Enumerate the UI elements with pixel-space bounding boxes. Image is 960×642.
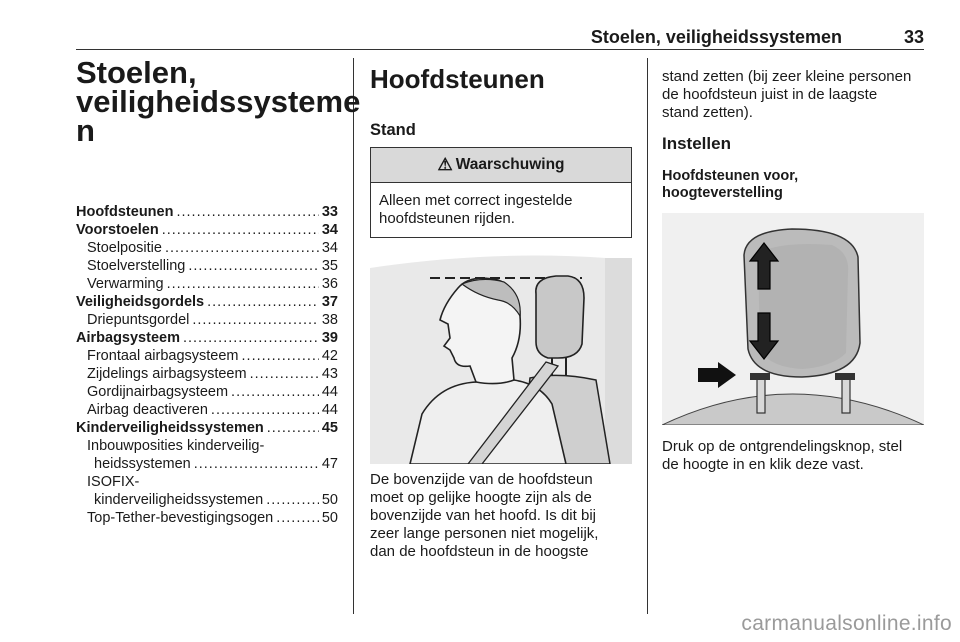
toc-entry[interactable] [76,383,338,401]
page-number: 33 [903,27,924,47]
toc-label: Top-Tether-bevestigingsogen [87,510,274,526]
toc-entry[interactable] [76,491,338,509]
toc-page: 38 [321,312,338,328]
section-title: Hoofdsteunen [370,64,545,94]
column-divider-1 [353,58,354,614]
toc-label: Airbagsysteem [76,330,180,346]
chapter-title-line: n [76,113,95,148]
toc-label: Gordijnairbagsysteem [87,384,229,400]
headrest-position-illustration [370,254,632,464]
subhead-line: Hoofdsteunen voor, [662,168,799,184]
paragraph-line: dan de hoofdsteun in de hoogste [370,543,589,560]
chapter-title-line: Stoelen, [76,55,197,90]
toc-entry[interactable] [76,239,338,257]
toc-entry[interactable] [76,509,338,527]
toc-entry[interactable] [76,329,338,347]
toc-page: 44 [321,384,338,400]
paragraph-line: zeer lange personen niet mogelijk, [370,525,599,542]
toc-label: Stoelpositie [87,240,162,256]
caption-line: de hoogte in en klik deze vast. [662,456,864,473]
paragraph-line: De bovenzijde van de hoofdsteun [370,471,593,488]
toc-page: 50 [321,510,338,526]
toc-page: 43 [321,366,338,382]
toc-page: 47 [321,456,338,472]
toc-label: Veiligheidsgordels [76,294,205,310]
toc-entry[interactable] [76,275,338,293]
toc-entry[interactable] [76,257,338,275]
toc-label: Verwarming [87,276,164,292]
paragraph-line: stand zetten). [662,104,753,121]
paragraph-continued [662,68,927,122]
toc-page: 33 [321,204,338,220]
toc-entry[interactable] [76,401,338,419]
toc-entry[interactable] [76,311,338,329]
paragraph-line: de hoofdsteun juist in de laagste [662,86,878,103]
toc-label: Airbag deactiveren [87,402,208,418]
toc-entry[interactable] [76,203,338,221]
toc-entry[interactable] [76,347,338,365]
toc-page: 34 [321,240,338,256]
warning-box [370,147,632,238]
section-column [370,58,632,560]
toc-entry[interactable] [76,365,338,383]
toc-page: 42 [321,348,338,364]
paragraph-line: bovenzijde van het hoofd. Is dit bij [370,507,596,524]
header-title: Stoelen, veiligheidssystemen [590,27,842,47]
warning-title: Waarschuwing [455,156,565,173]
paragraph-line: stand zetten (bij zeer kleine personen [662,68,912,85]
warning-triangle-icon: ⚠ [437,155,453,174]
caption [662,438,924,474]
toc-label: Stoelverstelling [87,258,186,274]
toc-label: kinderveiligheidssystemen [94,492,264,508]
watermark: carmanualsonline.info [741,612,952,635]
toc-page: 35 [321,258,338,274]
subsection-title: Instellen [662,134,731,153]
headrest-adjust-illustration [662,213,924,425]
toc-entry[interactable] [76,221,338,239]
warning-header [371,148,631,183]
toc-label: Hoofdsteunen [76,204,174,220]
toc-page: 44 [321,402,338,418]
toc-entry-line[interactable] [76,473,338,491]
subsection-title: Stand [370,121,416,139]
toc-label: Zijdelings airbagsysteem [87,366,247,382]
toc-label: Driepuntsgordel [87,312,190,328]
toc-entry-line[interactable] [76,437,338,455]
toc-label: heidssystemen [94,456,191,472]
toc-label: Inbouwposities kinderveilig- [87,438,265,454]
toc-entry[interactable] [76,455,338,473]
toc-page: 50 [321,492,338,508]
toc-page: 45 [321,420,338,436]
toc-entry[interactable] [76,293,338,311]
toc-label: Voorstoelen [76,222,159,238]
chapter-title [76,55,361,148]
toc-label: Frontaal airbagsysteem [87,348,239,364]
subhead-line: hoogteverstelling [662,185,783,201]
toc-page: 39 [321,330,338,346]
toc-page: 34 [321,222,338,238]
column-divider-2 [647,58,648,614]
toc-entry[interactable] [76,419,338,437]
chapter-title-line: veiligheidssysteme [76,84,361,119]
table-of-contents [76,203,338,527]
caption-line: Druk op de ontgrendelingsknop, stel [662,438,903,455]
toc-page: 36 [321,276,338,292]
toc-label: Kinderveiligheidssystemen [76,420,264,436]
toc-label: ISOFIX- [87,474,140,490]
paragraph [370,471,632,561]
chapter-column [76,55,361,526]
header-rule [76,49,924,50]
warning-text: Alleen met correct ingestelde hoofdsteunen rijden. [379,192,573,227]
paragraph-line: moet op gelijke hoogte zijn als de [370,489,592,506]
sub-subsection-title [662,168,798,202]
toc-page: 37 [321,294,338,310]
